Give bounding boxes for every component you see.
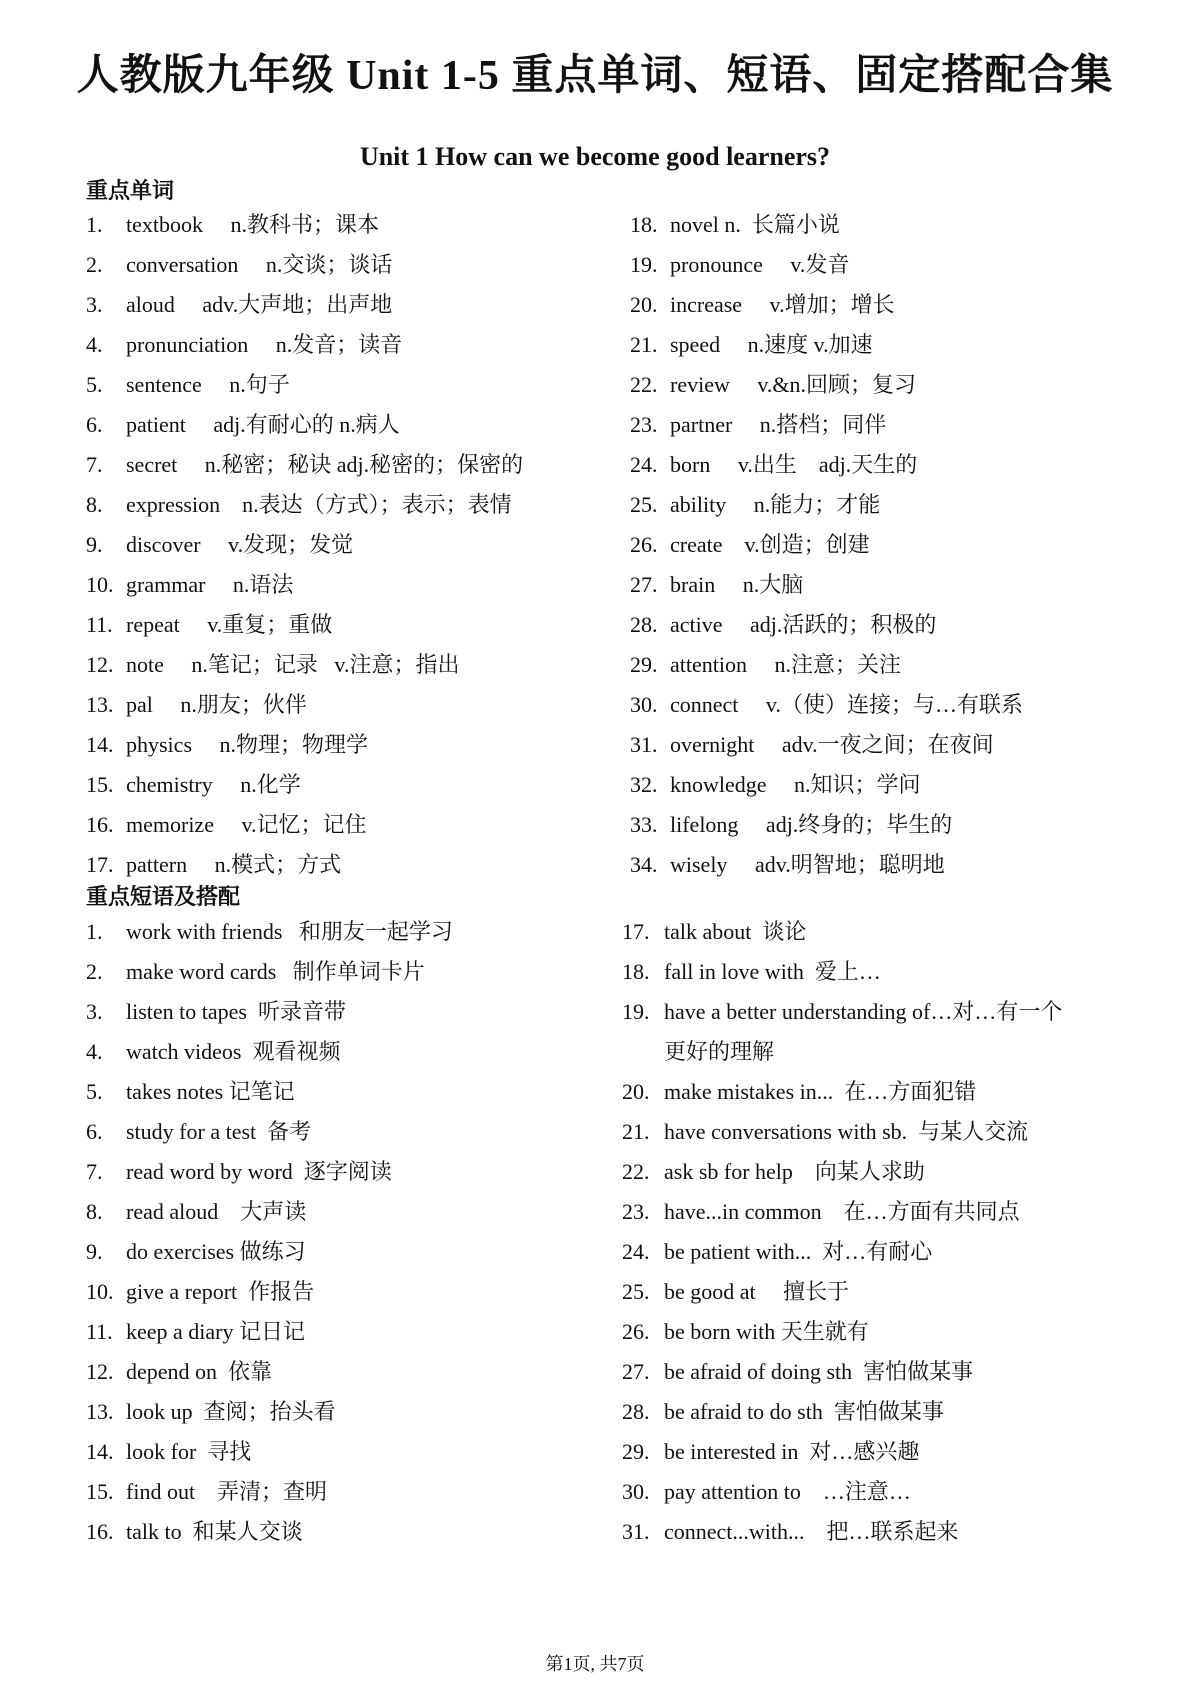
- item-number: 24.: [630, 452, 658, 477]
- item-text: pal n.朋友；伙伴: [126, 692, 307, 717]
- item-number: 6.: [86, 412, 103, 437]
- unit-title: Unit 1 How can we become good learners?: [359, 142, 831, 171]
- list-item: [622, 1472, 1162, 1512]
- item-text: pronounce v.发音: [670, 252, 850, 277]
- item-number: 19.: [622, 999, 650, 1024]
- vocab-list-left: [86, 205, 586, 885]
- item-number: 23.: [622, 1199, 650, 1224]
- item-text: patient adj.有耐心的 n.病人: [126, 412, 400, 437]
- item-text: be patient with... 对…有耐心: [664, 1239, 933, 1264]
- list-item: [86, 1032, 606, 1072]
- item-number: 10.: [86, 572, 114, 597]
- item-number: 4.: [86, 1039, 103, 1064]
- list-item: [86, 645, 586, 685]
- item-number: 8.: [86, 492, 103, 517]
- item-text: partner n.搭档；同伴: [670, 412, 887, 437]
- item-number: 15.: [86, 1479, 114, 1504]
- item-number: 28.: [622, 1399, 650, 1424]
- item-text: keep a diary 记日记: [126, 1319, 305, 1344]
- item-number: 22.: [622, 1159, 650, 1184]
- item-number: 20.: [630, 292, 658, 317]
- vocab-heading: 重点单词: [86, 178, 175, 203]
- item-text: look up 查阅；抬头看: [126, 1399, 336, 1424]
- item-text: find out 弄清；查明: [126, 1479, 328, 1504]
- item-number: 30.: [630, 692, 658, 717]
- item-number: 13.: [86, 692, 114, 717]
- item-number: 18.: [630, 212, 658, 237]
- list-item: [622, 912, 1162, 952]
- list-item: [86, 365, 586, 405]
- list-item: [86, 952, 606, 992]
- list-item: [630, 405, 1130, 445]
- item-number: 25.: [630, 492, 658, 517]
- list-item: [622, 1312, 1162, 1352]
- item-text: ability n.能力；才能: [670, 492, 881, 517]
- list-item: [622, 1392, 1162, 1432]
- item-number: 3.: [86, 292, 103, 317]
- list-item: [622, 1232, 1162, 1272]
- item-text: active adj.活跃的；积极的: [670, 612, 937, 637]
- item-number: 29.: [630, 652, 658, 677]
- item-text: attention n.注意；关注: [670, 652, 901, 677]
- item-number: 25.: [622, 1279, 650, 1304]
- item-text: be afraid to do sth 害怕做某事: [664, 1399, 944, 1424]
- item-text: memorize v.记忆；记住: [126, 812, 367, 837]
- item-text: sentence n.句子: [126, 372, 290, 397]
- page-title: 人教版九年级 Unit 1-5 重点单词、短语、固定搭配合集: [76, 53, 1114, 99]
- item-number: 18.: [622, 959, 650, 984]
- item-text: connect...with... 把…联系起来: [664, 1519, 959, 1544]
- list-item: [86, 725, 586, 765]
- item-text: read word by word 逐字阅读: [126, 1159, 392, 1184]
- item-text: pronunciation n.发音；读音: [126, 332, 403, 357]
- item-number: 11.: [86, 1319, 113, 1344]
- list-item: [630, 805, 1130, 845]
- list-item: [86, 1472, 606, 1512]
- item-number: 16.: [86, 812, 114, 837]
- vocab-list-right: [630, 205, 1130, 885]
- item-number: 6.: [86, 1119, 103, 1144]
- item-text: be afraid of doing sth 害怕做某事: [664, 1359, 974, 1384]
- item-text: watch videos 观看视频: [126, 1039, 341, 1064]
- item-text: increase v.增加；增长: [670, 292, 895, 317]
- list-item: [630, 725, 1130, 765]
- item-text: talk to 和某人交谈: [126, 1519, 303, 1544]
- item-number: 26.: [622, 1319, 650, 1344]
- item-text: novel n. 长篇小说: [670, 212, 840, 237]
- item-number: 5.: [86, 372, 103, 397]
- item-text: have a better understanding of…对…有一个 更好的理解: [664, 999, 1063, 1064]
- item-number: 7.: [86, 1159, 103, 1184]
- list-item: [86, 605, 586, 645]
- item-number: 12.: [86, 652, 114, 677]
- list-item: [86, 992, 606, 1032]
- list-item: [86, 285, 586, 325]
- list-item: [86, 685, 586, 725]
- list-item: [622, 1272, 1162, 1312]
- item-number: 3.: [86, 999, 103, 1024]
- item-text: review v.&n.回顾；复习: [670, 372, 917, 397]
- item-text: create v.创造；创建: [670, 532, 870, 557]
- list-item: [622, 1152, 1162, 1192]
- list-item: [630, 525, 1130, 565]
- item-number: 31.: [622, 1519, 650, 1544]
- list-item: [86, 765, 586, 805]
- list-item: [630, 285, 1130, 325]
- item-text: be good at 擅长于: [664, 1279, 850, 1304]
- list-item: [86, 1192, 606, 1232]
- item-number: 14.: [86, 1439, 114, 1464]
- list-item: [630, 445, 1130, 485]
- list-item: [622, 1512, 1162, 1552]
- item-text: repeat v.重复；重做: [126, 612, 333, 637]
- list-item: [86, 912, 606, 952]
- list-item: [86, 565, 586, 605]
- phrases-list-right: [622, 912, 1162, 1552]
- item-number: 31.: [630, 732, 658, 757]
- item-number: 22.: [630, 372, 658, 397]
- item-number: 17.: [622, 919, 650, 944]
- item-number: 4.: [86, 332, 103, 357]
- item-text: work with friends 和朋友一起学习: [126, 919, 453, 944]
- list-item: [630, 365, 1130, 405]
- item-text: be interested in 对…感兴趣: [664, 1439, 920, 1464]
- phrases-list-left: [86, 912, 606, 1552]
- list-item: [630, 765, 1130, 805]
- item-text: secret n.秘密；秘诀 adj.秘密的；保密的: [126, 452, 524, 477]
- list-item: [86, 485, 586, 525]
- item-text: wisely adv.明智地；聪明地: [670, 852, 945, 877]
- item-number: 20.: [622, 1079, 650, 1104]
- item-text: expression n.表达（方式）；表示；表情: [126, 492, 512, 517]
- list-item: [86, 405, 586, 445]
- item-text: lifelong adj.终身的；毕生的: [670, 812, 953, 837]
- item-text: give a report 作报告: [126, 1279, 315, 1304]
- item-number: 13.: [86, 1399, 114, 1424]
- item-number: 29.: [622, 1439, 650, 1464]
- list-item: [630, 325, 1130, 365]
- item-text: listen to tapes 听录音带: [126, 999, 346, 1024]
- list-item: [86, 525, 586, 565]
- list-item: [86, 1072, 606, 1112]
- item-text: ask sb for help 向某人求助: [664, 1159, 925, 1184]
- list-item: [630, 685, 1130, 725]
- item-text: textbook n.教科书；课本: [126, 212, 379, 237]
- item-text: look for 寻找: [126, 1439, 252, 1464]
- item-number: 27.: [630, 572, 658, 597]
- list-item: [622, 1432, 1162, 1472]
- item-text: knowledge n.知识；学问: [670, 772, 921, 797]
- list-item: [86, 1432, 606, 1472]
- item-text: overnight adv.一夜之间；在夜间: [670, 732, 994, 757]
- item-text: chemistry n.化学: [126, 772, 301, 797]
- list-item: [86, 205, 586, 245]
- item-number: 24.: [622, 1239, 650, 1264]
- item-number: 32.: [630, 772, 658, 797]
- list-item: [630, 245, 1130, 285]
- list-item: [86, 245, 586, 285]
- list-item: [86, 1312, 606, 1352]
- item-text: have...in common 在…方面有共同点: [664, 1199, 1020, 1224]
- item-number: 1.: [86, 919, 103, 944]
- list-item: [630, 645, 1130, 685]
- item-number: 5.: [86, 1079, 103, 1104]
- list-item: [86, 845, 586, 885]
- list-item: [630, 485, 1130, 525]
- list-item: [622, 1112, 1162, 1152]
- list-item: [630, 845, 1130, 885]
- item-text: discover v.发现；发觉: [126, 532, 354, 557]
- item-text: takes notes 记笔记: [126, 1079, 295, 1104]
- item-text: speed n.速度 v.加速: [670, 332, 873, 357]
- page-footer: 第1页, 共7页: [545, 1654, 645, 1674]
- item-text: make mistakes in... 在…方面犯错: [664, 1079, 977, 1104]
- item-number: 16.: [86, 1519, 114, 1544]
- item-text: aloud adv.大声地；出声地: [126, 292, 393, 317]
- item-number: 19.: [630, 252, 658, 277]
- item-number: 21.: [622, 1119, 650, 1144]
- item-text: pattern n.模式；方式: [126, 852, 342, 877]
- item-text: talk about 谈论: [664, 919, 807, 944]
- item-text: pay attention to …注意…: [664, 1479, 911, 1504]
- list-item: [630, 605, 1130, 645]
- item-number: 30.: [622, 1479, 650, 1504]
- item-number: 28.: [630, 612, 658, 637]
- item-text: note n.笔记；记录 v.注意；指出: [126, 652, 460, 677]
- item-number: 2.: [86, 252, 103, 277]
- item-text: grammar n.语法: [126, 572, 294, 597]
- phrases-heading: 重点短语及搭配: [86, 884, 241, 909]
- item-number: 9.: [86, 532, 103, 557]
- item-number: 12.: [86, 1359, 114, 1384]
- item-text: conversation n.交谈；谈话: [126, 252, 393, 277]
- list-item: [86, 1392, 606, 1432]
- list-item: [86, 805, 586, 845]
- item-number: 21.: [630, 332, 658, 357]
- item-text: brain n.大脑: [670, 572, 804, 597]
- item-text: connect v.（使）连接；与…有联系: [670, 692, 1023, 717]
- item-number: 26.: [630, 532, 658, 557]
- list-item: [86, 445, 586, 485]
- list-item: [622, 1072, 1162, 1112]
- item-text: have conversations with sb. 与某人交流: [664, 1119, 1029, 1144]
- list-item: [622, 952, 1162, 992]
- list-item: [630, 565, 1130, 605]
- item-number: 27.: [622, 1359, 650, 1384]
- item-number: 9.: [86, 1239, 103, 1264]
- list-item: [86, 1112, 606, 1152]
- item-text: born v.出生 adj.天生的: [670, 452, 918, 477]
- item-number: 17.: [86, 852, 114, 877]
- list-item: [86, 1512, 606, 1552]
- list-item: [86, 1152, 606, 1192]
- item-text: read aloud 大声读: [126, 1199, 307, 1224]
- item-number: 14.: [86, 732, 114, 757]
- item-number: 1.: [86, 212, 103, 237]
- item-text: fall in love with 爱上…: [664, 959, 881, 984]
- item-text: physics n.物理；物理学: [126, 732, 369, 757]
- item-text: make word cards 制作单词卡片: [126, 959, 425, 984]
- item-number: 15.: [86, 772, 114, 797]
- list-item: [86, 325, 586, 365]
- list-item: [86, 1352, 606, 1392]
- list-item: [86, 1272, 606, 1312]
- item-number: 33.: [630, 812, 658, 837]
- item-number: 23.: [630, 412, 658, 437]
- item-number: 11.: [86, 612, 113, 637]
- item-number: 34.: [630, 852, 658, 877]
- list-item: [86, 1232, 606, 1272]
- item-text: study for a test 备考: [126, 1119, 312, 1144]
- item-text: depend on 依靠: [126, 1359, 273, 1384]
- item-text: do exercises 做练习: [126, 1239, 306, 1264]
- list-item: [622, 1192, 1162, 1232]
- item-number: 8.: [86, 1199, 103, 1224]
- list-item: [630, 205, 1130, 245]
- item-number: 2.: [86, 959, 103, 984]
- list-item: [622, 992, 1162, 1072]
- list-item: [622, 1352, 1162, 1392]
- item-text: be born with 天生就有: [664, 1319, 869, 1344]
- item-number: 7.: [86, 452, 103, 477]
- item-number: 10.: [86, 1279, 114, 1304]
